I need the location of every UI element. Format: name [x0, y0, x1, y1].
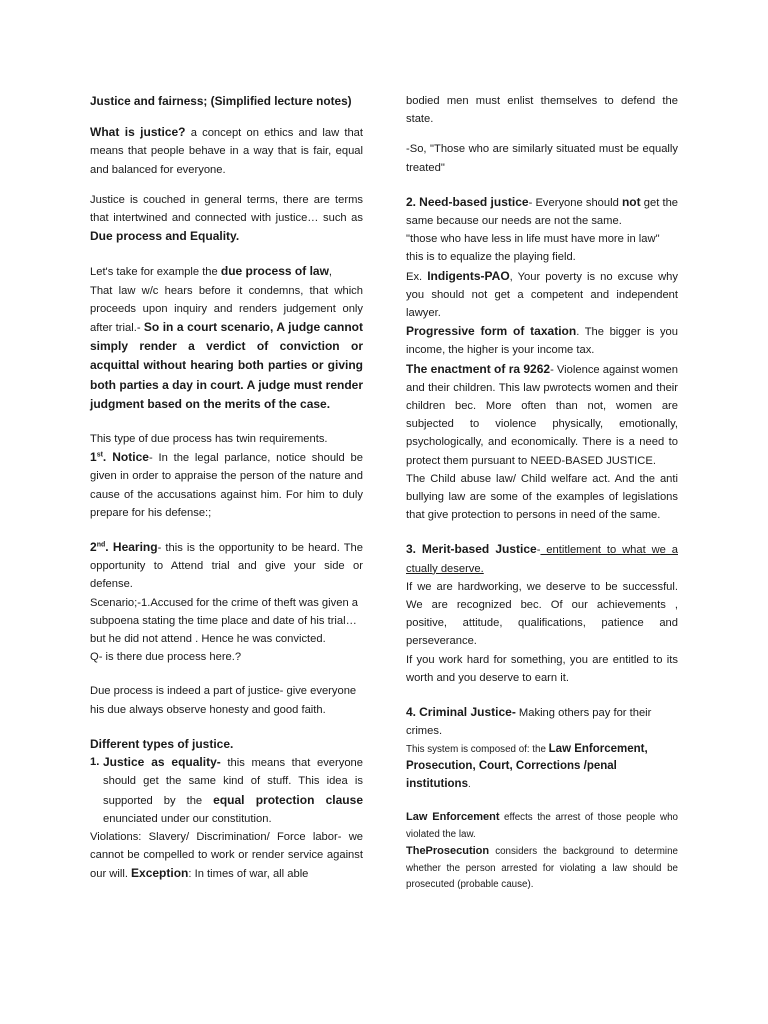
prosecution-paragraph: [406, 843, 678, 894]
violations-paragraph: [90, 828, 363, 884]
ra-9262-paragraph: [406, 360, 678, 470]
what-is-justice-heading: What is justice?: [90, 125, 186, 140]
system-text: This system is composed of: the: [406, 743, 549, 755]
hearing-paragraph: [90, 538, 363, 594]
merit-based-heading: Merit-based Justice: [421, 542, 537, 557]
hearing-heading: . Hearing: [105, 540, 158, 555]
similarly-situated-paragraph: -So, "Those who are similarly situated must be equally treated": [406, 143, 678, 174]
prosecution-text: considers the background to determine whether the person arrested for violating a law should be prosecuted (probable cause).: [406, 846, 678, 890]
law-enforcement-text: effects the arrest of those people who violated the law.: [406, 812, 678, 840]
child-abuse-paragraph: The Child abuse law/ Child welfare act. And the anti bullying law are some of the examples of legislations that give protection to persons in need of the same.: [406, 472, 678, 522]
that-law-paragraph: [90, 282, 363, 414]
merit-dash: -: [536, 544, 541, 557]
scenario-paragraph: Scenario;-1.Accused for the crime of theft was given a subpoena stating the time place and date of his trial…but he did not attend . Hence he was convicted.: [90, 596, 359, 646]
right-column: [406, 92, 678, 894]
violations-text: Violations: Slavery/ Discrimination/ Force labor- we cannot be compelled to work or render service against our will.: [90, 830, 363, 881]
work-hard-paragraph: If you work hard for something, you are entitled to its worth and you deserve to earn it.: [406, 653, 678, 684]
criminal-justice-number: 4.: [406, 705, 417, 720]
criminal-justice-text: Making others pay for their crimes.: [406, 707, 652, 738]
progressive-taxation-text: . The bigger is you income, the higher is your income tax.: [406, 326, 678, 357]
equality-text-1: this means that everyone should get the same kind of stuff. This idea is supported by the: [103, 757, 364, 807]
due-process-of-law-bold: due process of law: [220, 264, 329, 279]
what-is-justice-text: a concept on ethics and law that means that people behave in a way that is fair, equal and balanced for everyone.: [90, 127, 363, 176]
types-of-justice-heading: Different types of justice.: [90, 736, 234, 751]
system-composition-paragraph: [406, 741, 678, 794]
equality-text-2: enunciated under our constitution.: [103, 812, 272, 825]
need-based-heading: Need-based justice: [419, 194, 529, 209]
notice-paragraph: [90, 448, 363, 522]
law-enforcement-bold: Law Enforcement: [406, 811, 500, 823]
equality-number: 1.: [90, 756, 100, 769]
hearing-superscript: nd: [96, 541, 106, 549]
ex-prefix: Ex.: [406, 270, 428, 283]
example-text: Let's take for example the: [90, 266, 221, 279]
ra-9262-text: - Violence against women and their children. This law pwrotects women and their children bec. More often than not, women are subjected to violence physically, emotionally, psychologically, and economically. There is a need to protect them pursuant to NEED-BASED JUSTICE.: [406, 363, 678, 467]
need-based-text-2: get the same because our needs are not the same.: [406, 196, 679, 228]
indigents-paragraph: [406, 267, 678, 323]
equality-heading: Justice as equality-: [103, 755, 221, 770]
need-based-not: not: [621, 194, 641, 209]
system-end: .: [467, 778, 471, 790]
merit-based-paragraph: [406, 540, 678, 577]
need-based-text-1: - Everyone should: [528, 196, 622, 209]
couched-text: Justice is couched in general terms, there are terms that intertwined and connected with justice… such as: [90, 193, 363, 225]
need-based-paragraph: [406, 193, 678, 230]
hearing-number: 2: [90, 540, 97, 555]
couched-paragraph: [90, 191, 363, 247]
example-comma: ,: [328, 266, 333, 279]
prosecution-bold: TheProsecution: [406, 845, 490, 857]
equal-protection-bold: equal protection clause: [213, 792, 363, 807]
merit-based-number: 3.: [406, 542, 417, 557]
indigents-text: , Your poverty is no excuse why you should not get a competent and independent lawyer.: [406, 270, 678, 320]
justice-equality-item: [90, 753, 363, 828]
twin-requirements-line: This type of due process has twin requirements.: [90, 433, 328, 446]
criminal-justice-paragraph: [406, 703, 678, 740]
merit-definition-underlined: entitlement to what we a ctually deserve.: [406, 544, 678, 575]
hardworking-paragraph: If we are hardworking, we deserve to be successful. We are recognized bec. Of our achievements , positive, attitude, qualifications, patience and perseverance.: [406, 580, 678, 648]
progressive-taxation-bold: Progressive form of taxation: [406, 324, 577, 339]
law-enforcement-paragraph: [406, 809, 678, 843]
left-column: [90, 92, 363, 884]
indigents-pao-bold: Indigents-PAO: [427, 268, 510, 283]
ra-9262-bold: The enactment of ra 9262: [406, 361, 551, 376]
exception-text: : In times of war, all able: [188, 868, 309, 881]
question-line: Q- is there due process here.?: [90, 651, 242, 664]
notice-superscript: st: [96, 451, 103, 459]
document-title: Justice and fairness; (Simplified lecture notes): [90, 94, 352, 108]
what-is-justice-paragraph: [90, 123, 363, 179]
system-components-bold: Law Enforcement, Prosecution, Court, Corrections /penal institutions: [406, 742, 648, 790]
progressive-taxation-paragraph: [406, 322, 678, 359]
hearing-text: - this is the opportunity to be heard. The opportunity to Attend trial and give your side or defense.: [90, 542, 363, 591]
that-law-text: That law w/c hears before it condemns, that which proceeds upon inquiry and renders judgement only after trial.-: [90, 284, 363, 335]
those-who-have-less-paragraph: "those who have less in life must have more in law" this is to equalize the playing field.: [406, 233, 660, 264]
exception-bold: Exception: [131, 866, 189, 881]
court-scenario-bold: So in a court scenario, A judge cannot simply render a verdict of conviction or acquittal without hearing both parties or giving both parties a day in court. A judge must render judgment based on the merits of the case.: [90, 320, 364, 411]
notice-number: 1: [90, 450, 97, 465]
notice-text: - In the legal parlance, notice should be given in order to appraise the person of the nature and cause of the accusations against him. For him to duly prepare for his defense:;: [90, 452, 364, 519]
need-based-number: 2.: [406, 194, 417, 209]
due-process-paragraph: Due process is indeed a part of justice- give everyone his due always observe honesty and good faith.: [90, 685, 357, 716]
notice-heading: . Notice: [102, 450, 149, 465]
example-line: [90, 262, 363, 281]
bodied-paragraph: bodied men must enlist themselves to defend the state.: [406, 95, 678, 126]
due-process-equality-bold: Due process and Equality.: [90, 229, 240, 244]
criminal-justice-heading: Criminal Justice-: [419, 705, 516, 720]
equality-text-block: [103, 753, 363, 828]
